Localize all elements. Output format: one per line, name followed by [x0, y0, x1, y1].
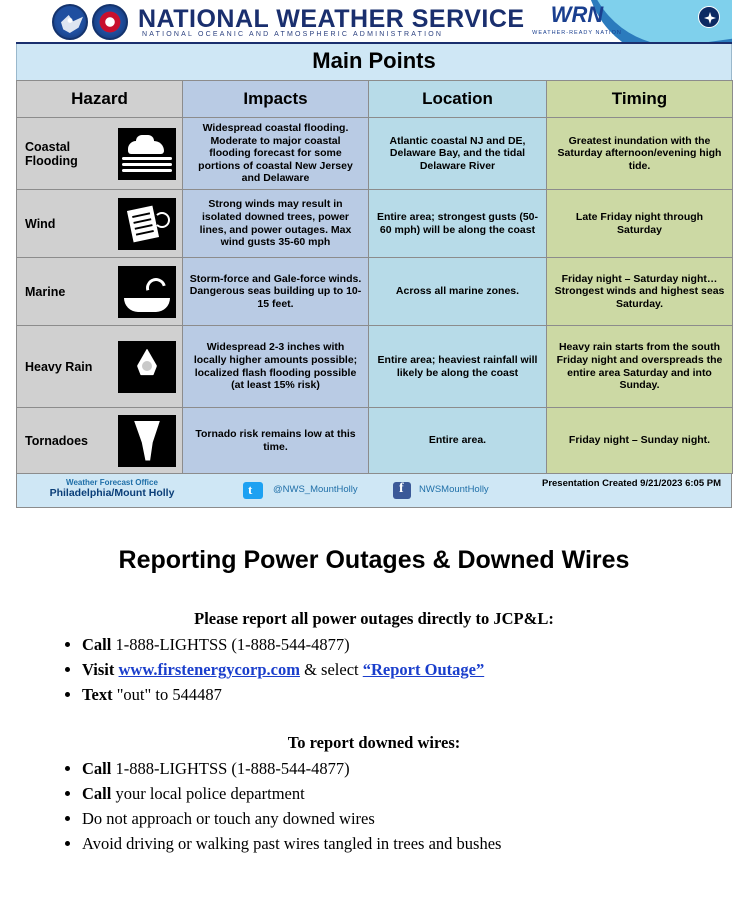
tornado-icon [118, 415, 176, 467]
hazard-cell [17, 408, 183, 474]
hazard-cell [17, 258, 183, 326]
list-item [82, 757, 718, 781]
table-row [17, 408, 733, 474]
report-section-title: Reporting Power Outages & Downed Wires [118, 546, 630, 574]
wind-icon [118, 198, 176, 250]
main-points-title-bar [16, 44, 732, 80]
impacts-cell: Tornado risk remains low at this time. [183, 408, 369, 474]
page-title: Main Points [312, 48, 436, 73]
weather-ready-nation-logo: WRN [550, 2, 604, 27]
list-item [82, 633, 718, 657]
facebook-icon[interactable] [393, 482, 411, 499]
impacts-cell: Widespread 2-3 inches with locally higher amounts possible; localized flash flooding possible (at least 15% risk) [183, 326, 369, 408]
list-item [82, 782, 718, 806]
list-item-text: "out" to 544487 [112, 684, 222, 704]
noaa-seal-icon [698, 6, 720, 28]
weather-ready-nation-subtitle: WEATHER-READY NATION [532, 30, 622, 36]
nws-banner [16, 0, 732, 44]
list-item [82, 658, 718, 682]
twitter-handle[interactable]: @NWS_MountHolly [273, 484, 358, 495]
hazard-label: Marine [25, 284, 66, 299]
list-item-action: Visit [82, 659, 115, 679]
office-name: Philadelphia/Mount Holly [49, 487, 175, 499]
office-label: Weather Forecast Office [66, 478, 158, 487]
location-cell: Across all marine zones. [369, 258, 547, 326]
hazard-label: Coastal Flooding [25, 139, 78, 168]
impacts-cell: Storm-force and Gale-force winds. Dangerous seas building up to 10-15 feet. [183, 258, 369, 326]
list-item-action: Call [82, 635, 112, 654]
list-item-text: 1-888-LIGHTSS (1-888-544-4877) [111, 758, 350, 778]
hazard-label: Wind [25, 216, 56, 231]
location-cell: Atlantic coastal NJ and DE, Delaware Bay, and the tidal Delaware River [369, 118, 547, 190]
hazard-cell [17, 118, 183, 190]
twitter-icon[interactable] [243, 482, 263, 499]
outage-heading: Please report all power outages directly to JCP&L: [194, 609, 554, 628]
timing-cell: Friday night – Sunday night. [547, 408, 733, 474]
list-item [82, 807, 718, 831]
marine-wave-icon [118, 266, 176, 318]
nws-logo-icon [92, 4, 128, 40]
noaa-logo-icon [52, 4, 88, 40]
hazard-label: Tornadoes [25, 433, 88, 448]
list-item-text: & select [299, 659, 363, 679]
outage-list [64, 633, 718, 707]
column-header-hazard: Hazard [17, 81, 183, 118]
firstenergy-link[interactable]: www.firstenergycorp.com [118, 659, 300, 679]
hazard-cell [17, 190, 183, 258]
timing-cell: Heavy rain starts from the south Friday night and overspreads the entire area Saturday and into Sunday. [547, 326, 733, 408]
location-cell: Entire area; strongest gusts (50-60 mph) will be along the coast [369, 190, 547, 258]
report-outage-link[interactable]: “Report Outage” [362, 659, 485, 679]
column-header-timing: Timing [547, 81, 733, 118]
column-header-impacts: Impacts [183, 81, 369, 118]
location-cell: Entire area; heaviest rainfall will likely be along the coast [369, 326, 547, 408]
timing-cell: Friday night – Saturday night… Strongest winds and highest seas Saturday. [547, 258, 733, 326]
list-item-text: your local police department [111, 783, 305, 803]
main-points-table [16, 80, 733, 474]
flooded-car-icon [118, 128, 176, 180]
slide-footer [16, 474, 732, 508]
hazard-cell [17, 326, 183, 408]
location-cell: Entire area. [369, 408, 547, 474]
table-header-row [17, 81, 733, 118]
impacts-cell: Strong winds may result in isolated downed trees, power lines, and power outages. Max wind gusts 35-60 mph [183, 190, 369, 258]
list-item-text: Do not approach or touch any downed wires [82, 808, 375, 828]
raindrop-icon [118, 341, 176, 393]
banner-subtitle: NATIONAL OCEANIC AND ATMOSPHERIC ADMINISTRATION [142, 31, 444, 38]
banner-title: NATIONAL WEATHER SERVICE [138, 5, 525, 33]
wires-list [64, 757, 718, 856]
list-item [82, 832, 718, 856]
list-item [82, 683, 718, 707]
list-item-text: 1-888-LIGHTSS (1-888-544-4877) [111, 635, 350, 654]
hazard-label: Heavy Rain [25, 359, 93, 374]
table-row [17, 118, 733, 190]
table-row [17, 190, 733, 258]
timing-cell: Late Friday night through Saturday [547, 190, 733, 258]
list-item-action: Call [82, 783, 112, 803]
table-row [17, 258, 733, 326]
list-item-action: Call [82, 758, 112, 778]
table-row [17, 326, 733, 408]
report-section [0, 508, 748, 855]
presentation-created-timestamp: Presentation Created 9/21/2023 6:05 PM [541, 478, 721, 489]
wires-heading: To report downed wires: [287, 732, 461, 752]
column-header-location: Location [369, 81, 547, 118]
timing-cell: Greatest inundation with the Saturday afternoon/evening high tide. [547, 118, 733, 190]
impacts-cell: Widespread coastal flooding. Moderate to major coastal flooding forecast for some portions of coastal New Jersey and Delaware [183, 118, 369, 190]
list-item-text: Avoid driving or walking past wires tangled in trees and bushes [82, 833, 502, 853]
facebook-handle[interactable]: NWSMountHolly [419, 484, 489, 495]
weather-forecast-office [27, 478, 197, 499]
list-item-action: Text [82, 684, 113, 704]
